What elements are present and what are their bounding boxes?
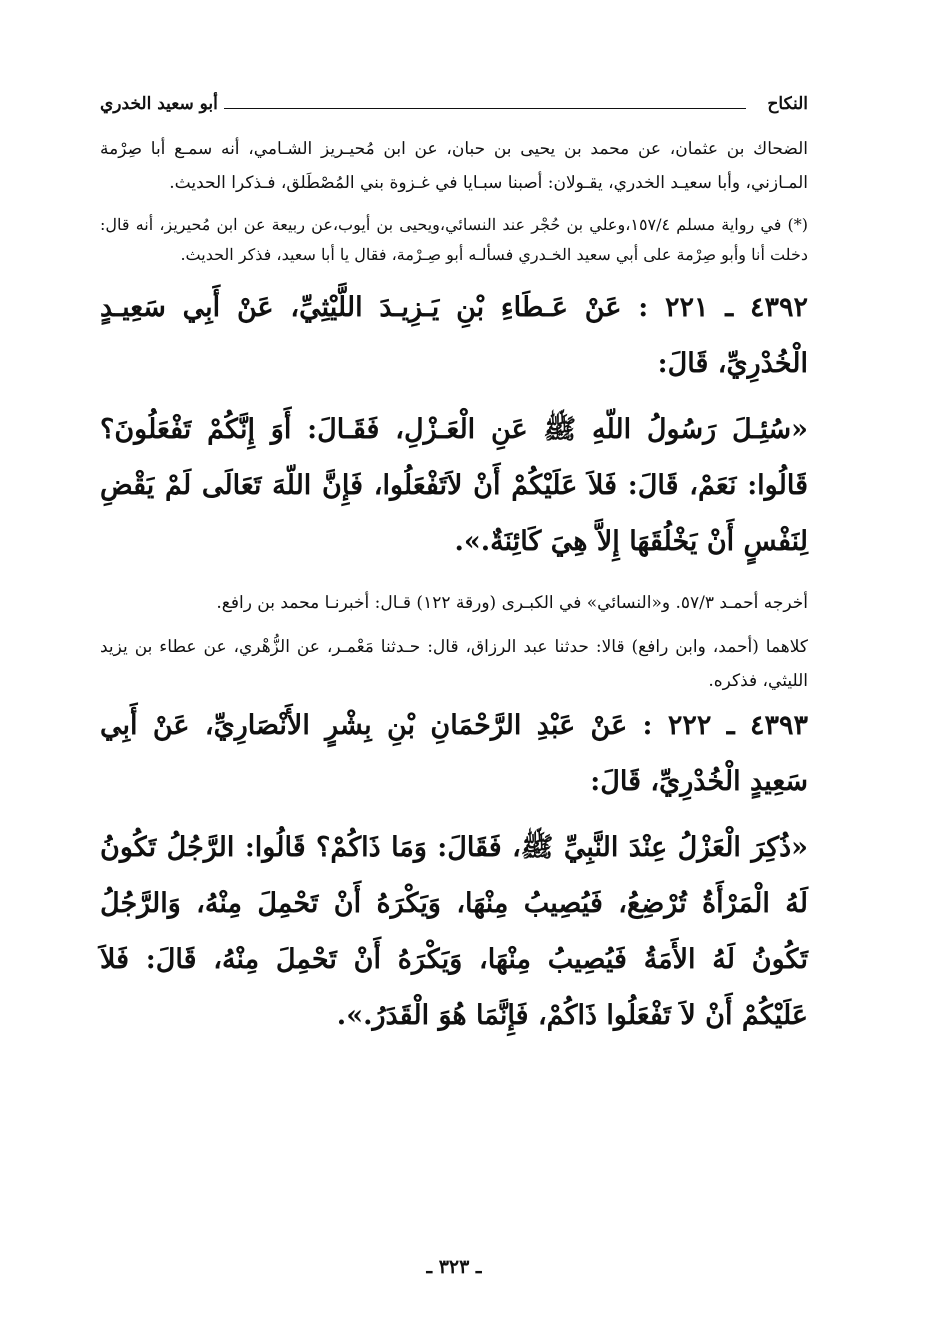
hadith-heading-4392: ٤٣٩٢ ـ ٢٢١ : عَنْ عَـطَاءِ بْنِ يَـزِيـدَ اللَّيْثِيِّ، عَنْ أَبِي سَعِيـدٍ الْخُدْرِيِّ، قَالَ: bbox=[100, 292, 808, 379]
chapter-title: النكاح bbox=[761, 94, 808, 114]
running-header bbox=[100, 88, 808, 122]
chain-4392: كلاهما (أحمد، وابن رافع) قالا: حدثنا عبد الرزاق، قال: حـدثنا مَعْمـر، عن الزُّهْري، عن عطاء بن يزيد الليثي، فذكره. bbox=[100, 637, 808, 691]
hadith-text-4393: «ذُكِرَ الْعَزْلُ عِنْدَ النَّبِيِّ ﷺ، فَقَالَ: وَمَا ذَاكُمْ؟ قَالُوا: الرَّجُلُ تَكُونُ لَهُ الْمَرْأَةُ تُرْضِعُ، فَيُصِيبُ مِنْهَا، وَيَكْرَهُ أَنْ تَحْمِلَ مِنْهُ، وَالرَّجُلُ تَكُونُ لَهُ الأَمَةُ فَيُصِيبُ مِنْهَا، وَيَكْرَهُ أَنْ تَحْمِلَ مِنْهُ، قَالَ: فَلاَ عَلَيْكُمْ أَنْ لاَ تَفْعَلُوا ذَاكُمْ، فَإِنَّمَا هُوَ الْقَدَرُ.». bbox=[100, 832, 808, 1031]
takhrij-4392: أخرجه أحمـد ٥٧/٣. و«النسائي» في الكبـرى (ورقة ١٢٢) قـال: أخبرنـا محمد بن رافع. bbox=[216, 593, 808, 613]
book-page bbox=[100, 88, 808, 1288]
hadith-text-4392: «سُئِـلَ رَسُولُ اللّهِ ﷺ عَنِ الْعَـزْلِ، فَقَـالَ: أَوَ إِنَّكُمْ تَفْعَلُونَ؟ قَالُوا: نَعَمْ، قَالَ: فَلاَ عَلَيْكُمْ أَنْ لاَتَفْعَلُوا، فَإِنَّ اللّهَ تَعَالَى لَمْ يَقْضِ لِنَفْسٍ أَنْ يَخْلُقَهَا إِلاَّ هِيَ كَائِنَةٌ.». bbox=[100, 414, 808, 557]
hadith-heading-4393: ٤٣٩٣ ـ ٢٢٢ : عَنْ عَبْدِ الرَّحْمَانِ بْنِ بِشْرٍ الأَنْصَارِيِّ، عَنْ أَبِي سَعِيدٍ الْخُدْرِيِّ، قَالَ: bbox=[100, 710, 808, 797]
intro-paragraph: الضحاك بن عثمان، عن محمد بن يحيى بن حبان، عن ابن مُحيـريز الشـامي، أنه سمـع أبا صِرْمة المـازني، وأبا سعيـد الخدري، يقـولان: أصبنا سبـايا في غـزوة بني المُصْطَلق، فـذكرا الحديث. bbox=[100, 139, 808, 193]
header-rule bbox=[212, 108, 746, 109]
page-number: ـ ٣٢٣ ـ bbox=[426, 1256, 482, 1278]
footnote: (*) في رواية مسلم ١٥٧/٤،وعلي بن حُجْر عند النسائي،ويحيى بن أيوب،عن ربيعة عن ابن مُحيريز، أنه قال: دخلت أنا وأبو صِرْمة على أبي سعيد الخـدري فسألـه أبو صِـرْمة، فقال يا أبا سعيد، فذكر الحديث. bbox=[100, 215, 808, 264]
narrator-title: أبو سعيد الخدري bbox=[100, 94, 224, 114]
